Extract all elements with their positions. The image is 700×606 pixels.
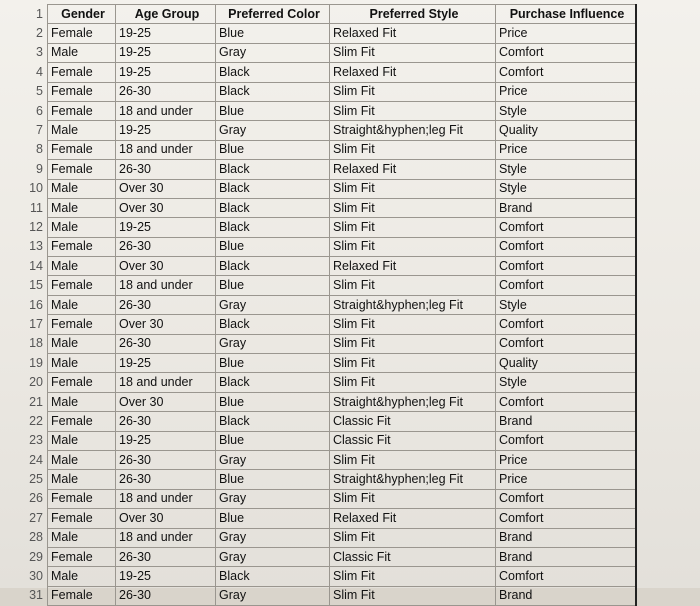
table-row <box>0 489 636 508</box>
table-row <box>0 354 636 373</box>
cell-preferred-style[interactable]: Straight&hyphen;leg Fit <box>330 295 496 314</box>
header-gender[interactable]: Gender <box>48 5 116 24</box>
table-row <box>0 82 636 101</box>
header-purchase-influence[interactable]: Purchase Influence <box>496 5 637 24</box>
cell-preferred-color[interactable]: Black <box>216 315 330 334</box>
cell-age-group[interactable]: 19-25 <box>116 63 216 82</box>
table-row <box>0 567 636 586</box>
cell-preferred-color[interactable]: Black <box>216 198 330 217</box>
cell-preferred-color[interactable]: Black <box>216 218 330 237</box>
cell-preferred-color[interactable]: Gray <box>216 334 330 353</box>
row-number[interactable]: 25 <box>29 472 43 487</box>
table-row <box>0 43 636 62</box>
cell-gender[interactable]: Female <box>48 547 116 566</box>
table-row <box>0 198 636 217</box>
cell-gender[interactable]: Female <box>48 373 116 392</box>
table-row <box>0 586 636 605</box>
table-row <box>0 373 636 392</box>
cell-age-group[interactable]: 19-25 <box>116 43 216 62</box>
table-row <box>0 528 636 547</box>
row-number[interactable]: 14 <box>29 258 43 273</box>
row-number[interactable]: 4 <box>36 64 43 79</box>
cell-preferred-color[interactable]: Gray <box>216 586 330 605</box>
cell-preferred-style[interactable]: Relaxed Fit <box>330 509 496 528</box>
cell-preferred-style[interactable]: Slim Fit <box>330 140 496 159</box>
cell-preferred-color[interactable]: Blue <box>216 509 330 528</box>
cell-preferred-color[interactable]: Blue <box>216 101 330 120</box>
row-number[interactable]: 16 <box>29 297 43 312</box>
row-number[interactable]: 15 <box>29 278 43 293</box>
cell-preferred-color[interactable]: Blue <box>216 276 330 295</box>
cell-purchase-influence[interactable]: Comfort <box>496 315 637 334</box>
header-row <box>0 5 636 24</box>
cell-preferred-color[interactable]: Blue <box>216 392 330 411</box>
cell-purchase-influence[interactable]: Comfort <box>496 237 637 256</box>
cell-age-group[interactable]: 26-30 <box>116 412 216 431</box>
cell-preferred-style[interactable]: Slim Fit <box>330 315 496 334</box>
cell-preferred-style[interactable]: Relaxed Fit <box>330 160 496 179</box>
table-row <box>0 179 636 198</box>
table-row <box>0 295 636 314</box>
table-row <box>0 237 636 256</box>
cell-gender[interactable]: Male <box>48 179 116 198</box>
cell-preferred-style[interactable]: Slim Fit <box>330 179 496 198</box>
header-age-group[interactable]: Age Group <box>116 5 216 24</box>
table-row <box>0 547 636 566</box>
cell-age-group[interactable]: Over 30 <box>116 257 216 276</box>
cell-gender[interactable]: Male <box>48 121 116 140</box>
cell-gender[interactable]: Male <box>48 567 116 586</box>
cell-gender[interactable]: Male <box>48 257 116 276</box>
cell-gender[interactable]: Female <box>48 276 116 295</box>
cell-age-group[interactable]: 19-25 <box>116 24 216 43</box>
cell-age-group[interactable]: 26-30 <box>116 160 216 179</box>
row-number[interactable]: 27 <box>29 510 43 525</box>
cell-preferred-color[interactable]: Black <box>216 257 330 276</box>
cell-gender[interactable]: Male <box>48 528 116 547</box>
row-number[interactable]: 24 <box>29 452 43 467</box>
cell-preferred-color[interactable]: Blue <box>216 24 330 43</box>
cell-preferred-style[interactable]: Slim Fit <box>330 586 496 605</box>
cell-age-group[interactable]: Over 30 <box>116 198 216 217</box>
cell-age-group[interactable]: Over 30 <box>116 509 216 528</box>
cell-gender[interactable]: Female <box>48 63 116 82</box>
table-row <box>0 315 636 334</box>
cell-preferred-color[interactable]: Black <box>216 567 330 586</box>
row-number[interactable]: 1 <box>36 6 43 21</box>
cell-preferred-color[interactable]: Black <box>216 82 330 101</box>
header-preferred-color[interactable]: Preferred Color <box>216 5 330 24</box>
cell-age-group[interactable]: 19-25 <box>116 431 216 450</box>
table-row <box>0 470 636 489</box>
cell-preferred-style[interactable]: Slim Fit <box>330 43 496 62</box>
row-number[interactable]: 30 <box>29 569 43 584</box>
cell-gender[interactable]: Female <box>48 160 116 179</box>
cell-purchase-influence[interactable]: Style <box>496 295 637 314</box>
row-number[interactable]: 6 <box>36 103 43 118</box>
cell-purchase-influence[interactable]: Style <box>496 101 637 120</box>
cell-purchase-influence[interactable]: Comfort <box>496 63 637 82</box>
cell-gender[interactable]: Female <box>48 489 116 508</box>
cell-gender[interactable]: Female <box>48 315 116 334</box>
cell-age-group[interactable]: Over 30 <box>116 315 216 334</box>
cell-purchase-influence[interactable]: Comfort <box>496 276 637 295</box>
table-row <box>0 431 636 450</box>
table-row <box>0 63 636 82</box>
cell-preferred-style[interactable]: Straight&hyphen;leg Fit <box>330 392 496 411</box>
table-row <box>0 121 636 140</box>
table-row <box>0 218 636 237</box>
cell-age-group[interactable]: Over 30 <box>116 392 216 411</box>
table-row <box>0 412 636 431</box>
cell-preferred-color[interactable]: Blue <box>216 431 330 450</box>
cell-preferred-color[interactable]: Gray <box>216 489 330 508</box>
cell-purchase-influence[interactable]: Comfort <box>496 431 637 450</box>
cell-preferred-color[interactable]: Black <box>216 63 330 82</box>
table-row <box>0 24 636 43</box>
row-number[interactable]: 3 <box>36 45 43 60</box>
cell-preferred-color[interactable]: Blue <box>216 237 330 256</box>
cell-purchase-influence[interactable]: Comfort <box>496 509 637 528</box>
row-number[interactable]: 26 <box>29 491 43 506</box>
cell-age-group[interactable]: 18 and under <box>116 373 216 392</box>
cell-preferred-style[interactable]: Slim Fit <box>330 373 496 392</box>
cell-purchase-influence[interactable]: Quality <box>496 121 637 140</box>
cell-gender[interactable]: Male <box>48 43 116 62</box>
row-number[interactable]: 17 <box>29 316 43 331</box>
cell-preferred-style[interactable]: Slim Fit <box>330 218 496 237</box>
cell-gender[interactable]: Male <box>48 392 116 411</box>
cell-gender[interactable]: Female <box>48 82 116 101</box>
cell-preferred-color[interactable]: Blue <box>216 354 330 373</box>
cell-preferred-style[interactable]: Relaxed Fit <box>330 24 496 43</box>
cell-purchase-influence[interactable]: Brand <box>496 198 637 217</box>
row-number[interactable]: 29 <box>29 549 43 564</box>
table-row <box>0 392 636 411</box>
cell-preferred-style[interactable]: Straight&hyphen;leg Fit <box>330 121 496 140</box>
row-number[interactable]: 22 <box>29 413 43 428</box>
cell-preferred-style[interactable]: Slim Fit <box>330 82 496 101</box>
cell-purchase-influence[interactable]: Comfort <box>496 257 637 276</box>
cell-age-group[interactable]: 18 and under <box>116 489 216 508</box>
cell-preferred-color[interactable]: Black <box>216 179 330 198</box>
cell-age-group[interactable]: 19-25 <box>116 218 216 237</box>
header-preferred-style[interactable]: Preferred Style <box>330 5 496 24</box>
cell-age-group[interactable]: 26-30 <box>116 82 216 101</box>
row-number[interactable]: 18 <box>29 336 43 351</box>
cell-gender[interactable]: Male <box>48 198 116 217</box>
row-number[interactable]: 2 <box>36 26 43 41</box>
cell-gender[interactable]: Female <box>48 586 116 605</box>
cell-purchase-influence[interactable]: Style <box>496 160 637 179</box>
cell-age-group[interactable]: 26-30 <box>116 295 216 314</box>
table-row <box>0 276 636 295</box>
cell-preferred-color[interactable]: Gray <box>216 547 330 566</box>
cell-gender[interactable]: Female <box>48 24 116 43</box>
cell-age-group[interactable]: 26-30 <box>116 586 216 605</box>
cell-purchase-influence[interactable]: Quality <box>496 354 637 373</box>
cell-age-group[interactable]: 18 and under <box>116 140 216 159</box>
cell-age-group[interactable]: Over 30 <box>116 179 216 198</box>
table-row <box>0 101 636 120</box>
row-number[interactable]: 9 <box>36 161 43 176</box>
cell-purchase-influence[interactable]: Style <box>496 179 637 198</box>
table-row <box>0 450 636 469</box>
cell-purchase-influence[interactable]: Price <box>496 140 637 159</box>
cell-gender[interactable]: Male <box>48 431 116 450</box>
cell-age-group[interactable]: 18 and under <box>116 276 216 295</box>
table-row <box>0 140 636 159</box>
table-row <box>0 257 636 276</box>
row-number[interactable]: 20 <box>29 375 43 390</box>
cell-gender[interactable]: Male <box>48 354 116 373</box>
row-number[interactable]: 21 <box>29 394 43 409</box>
cell-gender[interactable]: Female <box>48 101 116 120</box>
cell-age-group[interactable]: 19-25 <box>116 354 216 373</box>
cell-purchase-influence[interactable]: Brand <box>496 412 637 431</box>
cell-preferred-style[interactable]: Classic Fit <box>330 412 496 431</box>
cell-preferred-style[interactable]: Slim Fit <box>330 450 496 469</box>
row-number[interactable]: 23 <box>29 433 43 448</box>
cell-purchase-influence[interactable]: Comfort <box>496 218 637 237</box>
cell-purchase-influence[interactable]: Brand <box>496 547 637 566</box>
cell-purchase-influence[interactable]: Price <box>496 82 637 101</box>
row-number[interactable]: 31 <box>29 588 43 603</box>
cell-gender[interactable]: Female <box>48 140 116 159</box>
row-number[interactable]: 12 <box>29 219 43 234</box>
cell-preferred-style[interactable]: Slim Fit <box>330 198 496 217</box>
row-number[interactable]: 5 <box>36 84 43 99</box>
cell-preferred-style[interactable]: Slim Fit <box>330 567 496 586</box>
cell-purchase-influence[interactable]: Comfort <box>496 334 637 353</box>
cell-age-group[interactable]: 26-30 <box>116 470 216 489</box>
row-number[interactable]: 19 <box>29 355 43 370</box>
cell-gender[interactable]: Male <box>48 470 116 489</box>
cell-preferred-style[interactable]: Slim Fit <box>330 354 496 373</box>
cell-purchase-influence[interactable]: Price <box>496 24 637 43</box>
data-table <box>0 4 637 606</box>
cell-age-group[interactable]: 26-30 <box>116 334 216 353</box>
cell-preferred-style[interactable]: Relaxed Fit <box>330 63 496 82</box>
cell-preferred-color[interactable]: Blue <box>216 140 330 159</box>
cell-preferred-color[interactable]: Gray <box>216 450 330 469</box>
cell-preferred-style[interactable]: Slim Fit <box>330 489 496 508</box>
cell-preferred-color[interactable]: Black <box>216 412 330 431</box>
cell-age-group[interactable]: 26-30 <box>116 237 216 256</box>
cell-gender[interactable]: Male <box>48 218 116 237</box>
row-number[interactable]: 28 <box>29 530 43 545</box>
cell-purchase-influence[interactable]: Comfort <box>496 43 637 62</box>
table-row <box>0 509 636 528</box>
cell-gender[interactable]: Female <box>48 412 116 431</box>
cell-preferred-style[interactable]: Slim Fit <box>330 334 496 353</box>
cell-purchase-influence[interactable]: Comfort <box>496 392 637 411</box>
cell-preferred-style[interactable]: Slim Fit <box>330 237 496 256</box>
row-number[interactable]: 7 <box>36 123 43 138</box>
cell-preferred-style[interactable]: Slim Fit <box>330 528 496 547</box>
cell-purchase-influence[interactable]: Brand <box>496 586 637 605</box>
cell-age-group[interactable]: 19-25 <box>116 567 216 586</box>
cell-preferred-style[interactable]: Classic Fit <box>330 431 496 450</box>
cell-purchase-influence[interactable]: Comfort <box>496 567 637 586</box>
cell-preferred-color[interactable]: Black <box>216 160 330 179</box>
cell-purchase-influence[interactable]: Price <box>496 450 637 469</box>
cell-gender[interactable]: Male <box>48 450 116 469</box>
cell-preferred-style[interactable]: Slim Fit <box>330 101 496 120</box>
cell-preferred-color[interactable]: Blue <box>216 470 330 489</box>
row-number[interactable]: 10 <box>29 181 43 196</box>
cell-preferred-style[interactable]: Straight&hyphen;leg Fit <box>330 470 496 489</box>
cell-age-group[interactable]: 26-30 <box>116 450 216 469</box>
cell-purchase-influence[interactable]: Price <box>496 470 637 489</box>
row-number[interactable]: 11 <box>30 200 43 215</box>
cell-age-group[interactable]: 18 and under <box>116 528 216 547</box>
cell-preferred-color[interactable]: Gray <box>216 43 330 62</box>
row-number[interactable]: 8 <box>36 142 43 157</box>
cell-age-group[interactable]: 19-25 <box>116 121 216 140</box>
cell-age-group[interactable]: 26-30 <box>116 547 216 566</box>
table-row <box>0 160 636 179</box>
cell-preferred-color[interactable]: Gray <box>216 295 330 314</box>
cell-preferred-style[interactable]: Slim Fit <box>330 276 496 295</box>
cell-purchase-influence[interactable]: Style <box>496 373 637 392</box>
cell-gender[interactable]: Male <box>48 295 116 314</box>
cell-preferred-color[interactable]: Gray <box>216 528 330 547</box>
cell-purchase-influence[interactable]: Brand <box>496 528 637 547</box>
table-row <box>0 334 636 353</box>
cell-preferred-color[interactable]: Black <box>216 373 330 392</box>
cell-purchase-influence[interactable]: Comfort <box>496 489 637 508</box>
row-number[interactable]: 13 <box>29 239 43 254</box>
cell-gender[interactable]: Male <box>48 334 116 353</box>
cell-preferred-style[interactable]: Classic Fit <box>330 547 496 566</box>
cell-age-group[interactable]: 18 and under <box>116 101 216 120</box>
cell-gender[interactable]: Female <box>48 509 116 528</box>
cell-preferred-style[interactable]: Relaxed Fit <box>330 257 496 276</box>
cell-preferred-color[interactable]: Gray <box>216 121 330 140</box>
cell-gender[interactable]: Female <box>48 237 116 256</box>
